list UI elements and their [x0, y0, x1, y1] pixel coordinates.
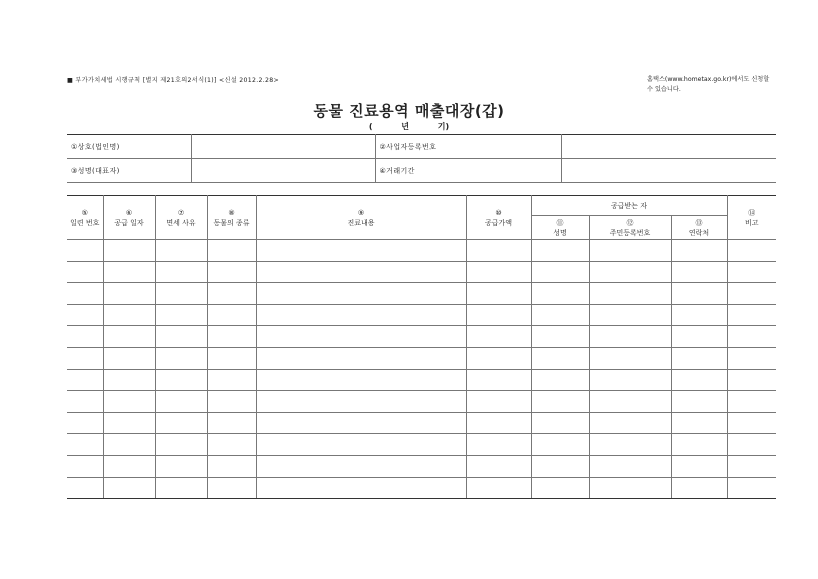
table-cell[interactable] — [671, 412, 727, 434]
table-cell[interactable] — [103, 477, 155, 499]
table-cell[interactable] — [671, 261, 727, 283]
table-cell[interactable] — [256, 347, 466, 369]
table-cell[interactable] — [207, 369, 256, 391]
table-cell[interactable] — [727, 412, 776, 434]
table-cell[interactable] — [531, 240, 589, 262]
table-cell[interactable] — [466, 369, 531, 391]
table-cell[interactable] — [207, 240, 256, 262]
table-cell[interactable] — [256, 477, 466, 499]
table-cell[interactable] — [207, 412, 256, 434]
table-cell[interactable] — [67, 391, 103, 413]
table-cell[interactable] — [207, 391, 256, 413]
table-cell[interactable] — [207, 261, 256, 283]
table-cell[interactable] — [256, 261, 466, 283]
form-title: 동물 진료용역 매출대장(갑) — [313, 102, 505, 120]
business-reg-number-label: ②사업자등록번호 — [375, 135, 561, 159]
table-cell[interactable] — [531, 369, 589, 391]
table-row — [67, 412, 776, 434]
table-row — [67, 455, 776, 477]
table-cell[interactable] — [207, 347, 256, 369]
table-cell[interactable] — [531, 455, 589, 477]
table-row — [67, 304, 776, 326]
table-cell[interactable] — [103, 434, 155, 456]
table-cell[interactable] — [67, 240, 103, 262]
table-cell[interactable] — [103, 283, 155, 305]
table-cell[interactable] — [727, 304, 776, 326]
table-cell[interactable] — [155, 477, 207, 499]
col-recipient-name: ⑪ 성명 — [531, 216, 589, 240]
period-subtitle: ( 년 기) — [368, 122, 450, 131]
table-cell[interactable] — [727, 434, 776, 456]
table-cell[interactable] — [727, 261, 776, 283]
table-cell[interactable] — [589, 369, 671, 391]
table-cell[interactable] — [103, 261, 155, 283]
transaction-period-field[interactable] — [561, 159, 776, 183]
table-cell[interactable] — [67, 347, 103, 369]
table-cell[interactable] — [589, 477, 671, 499]
table-cell[interactable] — [671, 240, 727, 262]
table-row — [67, 369, 776, 391]
table-cell[interactable] — [589, 326, 671, 348]
table-cell[interactable] — [67, 304, 103, 326]
table-cell[interactable] — [466, 391, 531, 413]
table-cell[interactable] — [155, 412, 207, 434]
table-cell[interactable] — [671, 477, 727, 499]
table-cell[interactable] — [67, 455, 103, 477]
table-cell[interactable] — [589, 240, 671, 262]
table-cell[interactable] — [67, 326, 103, 348]
representative-name-label: ③성명(대표자) — [67, 159, 191, 183]
regulation-reference: ■ 부가가치세법 시행규칙 [별지 제21호의2서식(1)] <신설 2012.2.28> — [67, 77, 279, 84]
table-cell[interactable] — [727, 391, 776, 413]
table-cell[interactable] — [727, 347, 776, 369]
table-cell[interactable] — [671, 369, 727, 391]
table-cell[interactable] — [671, 434, 727, 456]
table-cell[interactable] — [155, 240, 207, 262]
table-cell[interactable] — [103, 304, 155, 326]
col-serial-number: ⑤ 일련 번호 — [67, 196, 103, 240]
table-row — [67, 240, 776, 262]
table-cell[interactable] — [67, 477, 103, 499]
table-cell[interactable] — [67, 283, 103, 305]
table-cell[interactable] — [103, 412, 155, 434]
table-cell[interactable] — [207, 283, 256, 305]
col-exemption-reason: ⑦ 면세 사유 — [155, 196, 207, 240]
table-cell[interactable] — [589, 283, 671, 305]
table-cell[interactable] — [727, 240, 776, 262]
table-cell[interactable] — [103, 326, 155, 348]
business-reg-number-field[interactable] — [561, 135, 776, 159]
col-supply-date: ⑥ 공급 일자 — [103, 196, 155, 240]
table-cell[interactable] — [155, 326, 207, 348]
table-cell[interactable] — [671, 455, 727, 477]
table-cell[interactable] — [207, 304, 256, 326]
table-cell[interactable] — [256, 369, 466, 391]
table-cell[interactable] — [103, 391, 155, 413]
table-cell[interactable] — [671, 304, 727, 326]
table-cell[interactable] — [531, 283, 589, 305]
table-cell[interactable] — [256, 412, 466, 434]
company-name-field[interactable] — [191, 135, 375, 159]
table-cell[interactable] — [466, 434, 531, 456]
table-cell[interactable] — [727, 326, 776, 348]
table-cell[interactable] — [531, 347, 589, 369]
table-row — [67, 261, 776, 283]
col-contact: ⑬ 연락처 — [671, 216, 727, 240]
table-cell[interactable] — [155, 455, 207, 477]
table-cell[interactable] — [531, 304, 589, 326]
table-cell[interactable] — [531, 326, 589, 348]
table-cell[interactable] — [466, 326, 531, 348]
col-group-recipient: 공급받는 자 — [531, 196, 727, 216]
table-cell[interactable] — [256, 391, 466, 413]
table-cell[interactable] — [103, 369, 155, 391]
table-cell[interactable] — [155, 434, 207, 456]
table-cell[interactable] — [256, 283, 466, 305]
table-cell[interactable] — [256, 455, 466, 477]
table-cell[interactable] — [531, 412, 589, 434]
table-row — [67, 477, 776, 499]
table-cell[interactable] — [256, 326, 466, 348]
table-row — [67, 326, 776, 348]
table-cell[interactable] — [67, 369, 103, 391]
col-treatment-details: ⑨ 진료내용 — [256, 196, 466, 240]
table-cell[interactable] — [155, 369, 207, 391]
table-cell[interactable] — [589, 434, 671, 456]
table-cell[interactable] — [727, 369, 776, 391]
table-cell[interactable] — [207, 455, 256, 477]
table-cell[interactable] — [589, 304, 671, 326]
table-cell[interactable] — [671, 347, 727, 369]
table-cell[interactable] — [589, 261, 671, 283]
business-info-table — [67, 134, 776, 183]
table-cell[interactable] — [531, 391, 589, 413]
table-cell[interactable] — [531, 261, 589, 283]
table-cell[interactable] — [727, 455, 776, 477]
table-cell[interactable] — [207, 326, 256, 348]
table-cell[interactable] — [466, 261, 531, 283]
table-cell[interactable] — [671, 326, 727, 348]
sales-ledger-table — [67, 195, 776, 499]
table-cell[interactable] — [466, 304, 531, 326]
table-cell[interactable] — [155, 347, 207, 369]
table-cell[interactable] — [466, 412, 531, 434]
table-cell[interactable] — [103, 455, 155, 477]
table-cell[interactable] — [727, 477, 776, 499]
representative-name-field[interactable] — [191, 159, 375, 183]
table-cell[interactable] — [103, 240, 155, 262]
hometax-note: 홈택스(www.hometax.go.kr)에서도 신청할 수 있습니다. — [647, 76, 770, 93]
table-cell[interactable] — [466, 347, 531, 369]
table-cell[interactable] — [67, 434, 103, 456]
table-cell[interactable] — [589, 391, 671, 413]
col-animal-type: ⑧ 동물의 종류 — [207, 196, 256, 240]
table-cell[interactable] — [531, 477, 589, 499]
table-cell[interactable] — [256, 434, 466, 456]
table-cell[interactable] — [256, 304, 466, 326]
table-cell[interactable] — [207, 434, 256, 456]
table-cell[interactable] — [466, 455, 531, 477]
table-cell[interactable] — [671, 283, 727, 305]
table-row — [67, 283, 776, 305]
table-cell[interactable] — [207, 477, 256, 499]
transaction-period-label: ④거래기간 — [375, 159, 561, 183]
table-row — [67, 434, 776, 456]
table-cell[interactable] — [155, 283, 207, 305]
table-row — [67, 391, 776, 413]
table-cell[interactable] — [155, 391, 207, 413]
table-cell[interactable] — [256, 240, 466, 262]
col-remarks: ⑭ 비고 — [727, 196, 776, 240]
table-cell[interactable] — [155, 261, 207, 283]
table-cell[interactable] — [466, 240, 531, 262]
table-cell[interactable] — [155, 304, 207, 326]
col-supply-value: ⑩ 공급가액 — [466, 196, 531, 240]
table-cell[interactable] — [671, 391, 727, 413]
table-cell[interactable] — [103, 347, 155, 369]
table-cell[interactable] — [531, 434, 589, 456]
table-cell[interactable] — [589, 455, 671, 477]
table-cell[interactable] — [589, 347, 671, 369]
company-name-label: ①상호(법인명) — [67, 135, 191, 159]
table-cell[interactable] — [466, 477, 531, 499]
table-cell[interactable] — [727, 283, 776, 305]
table-row — [67, 347, 776, 369]
table-cell[interactable] — [67, 261, 103, 283]
table-cell[interactable] — [466, 283, 531, 305]
table-cell[interactable] — [589, 412, 671, 434]
col-resident-number: ⑫ 주민등록번호 — [589, 216, 671, 240]
table-cell[interactable] — [67, 412, 103, 434]
